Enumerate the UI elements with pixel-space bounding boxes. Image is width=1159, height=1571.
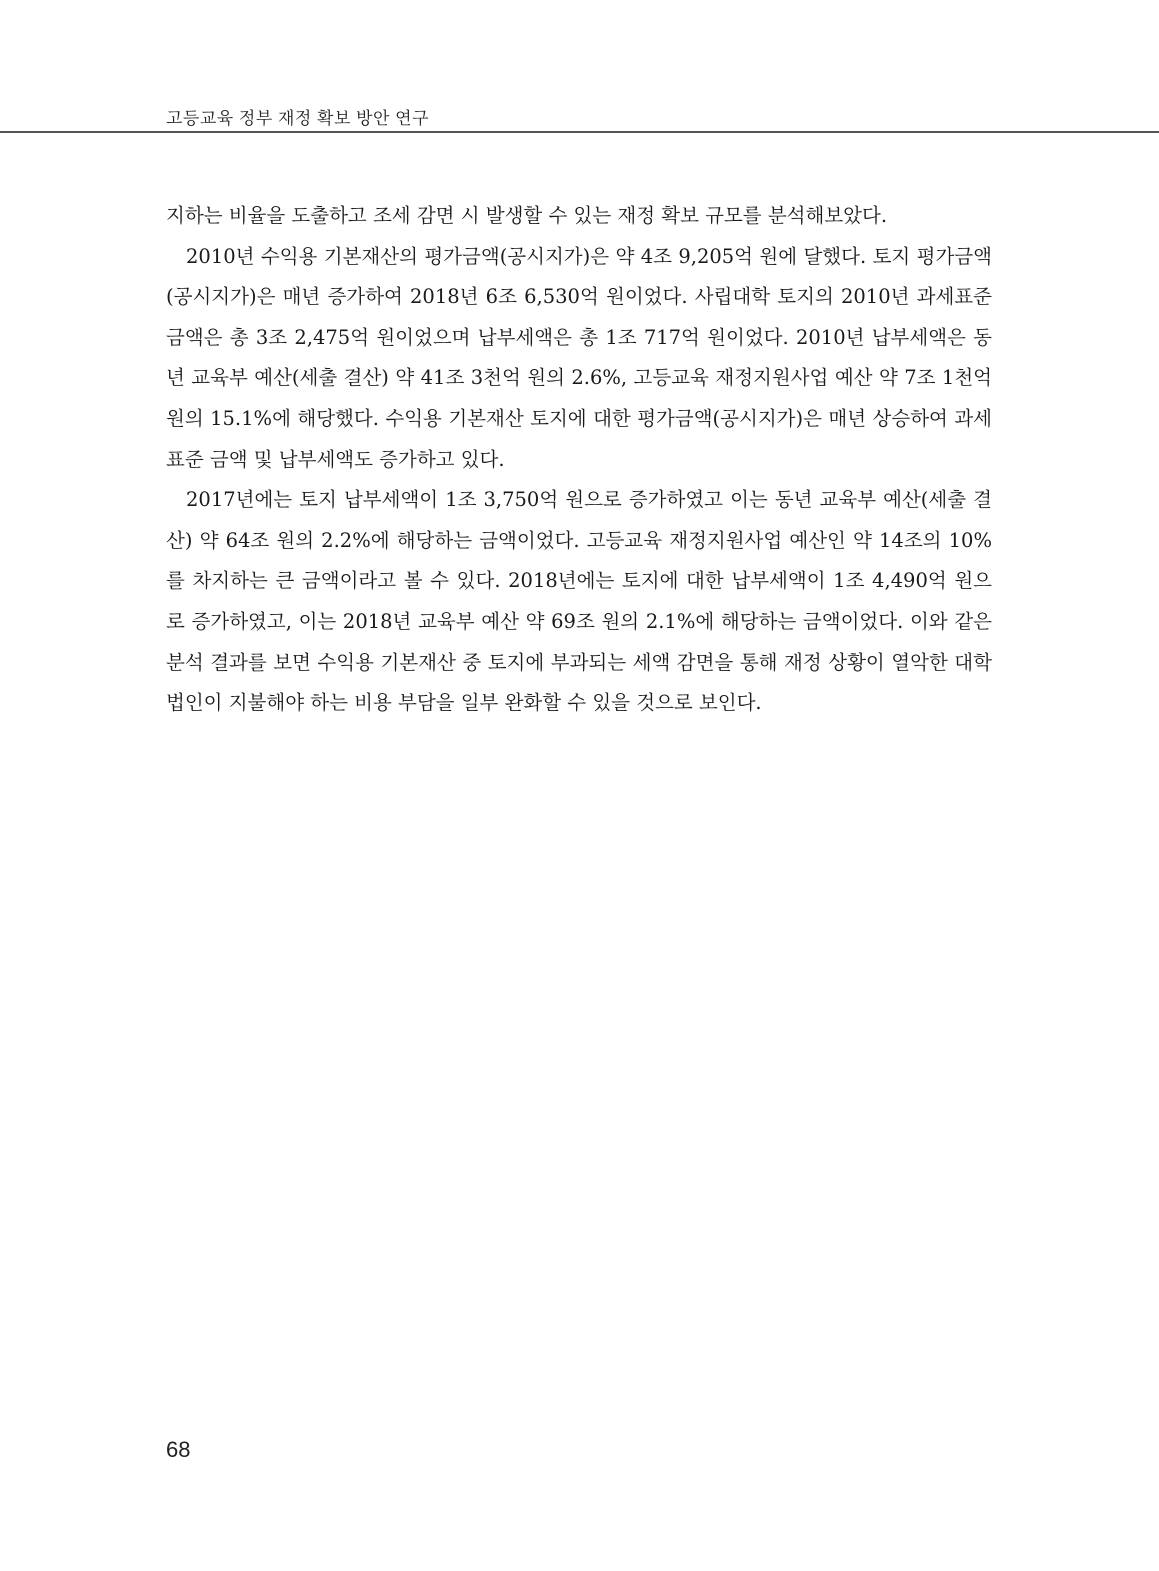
body-text: [166, 196, 992, 724]
page-number: 68: [166, 1437, 191, 1462]
paragraph-continuation: 지하는 비율을 도출하고 조세 감면 시 발생할 수 있는 재정 확보 규모를 분석해보았다.: [166, 204, 888, 227]
running-header-title: 고등교육 정부 재정 확보 방안 연구: [166, 109, 430, 128]
paragraph-2010-analysis: 2010년 수익용 기본재산의 평가금액(공시지가)은 약 4조 9,205억 원에 달했다. 토지 평가금액(공시지가)은 매년 증가하여 2018년 6조 6,530억 원이었다. 사립대학 토지의 2010년 과세표준 금액은 총 3조 2,475억 원이었으며 납부세액은 총 1조 717억 원이었다. 2010년 납부세액은 동년 교육부 예산(세출 결산) 약 41조 3천억 원의 2.6%, 고등교육 재정지원사업 예산 약 7조 1천억 원의 15.1%에 해당했다. 수익용 기본재산 토지에 대한 평가금액(공시지가)은 매년 상승하여 과세표준 금액 및 납부세액도 증가하고 있다.: [166, 244, 992, 471]
header-divider: [0, 131, 1159, 133]
paragraph-2017-2018-analysis: 2017년에는 토지 납부세액이 1조 3,750억 원으로 증가하였고 이는 동년 교육부 예산(세출 결산) 약 64조 원의 2.2%에 해당하는 금액이었다. 고등교육 재정지원사업 예산인 약 14조의 10%를 차지하는 큰 금액이라고 볼 수 있다. 2018년에는 토지에 대한 납부세액이 1조 4,490억 원으로 증가하였고, 이는 2018년 교육부 예산 약 69조 원의 2.1%에 해당하는 금액이었다. 이와 같은 분석 결과를 보면 수익용 기본재산 중 토지에 부과되는 세액 감면을 통해 재정 상황이 열악한 대학 법인이 지불해야 하는 비용 부담을 일부 완화할 수 있을 것으로 보인다.: [166, 488, 992, 715]
